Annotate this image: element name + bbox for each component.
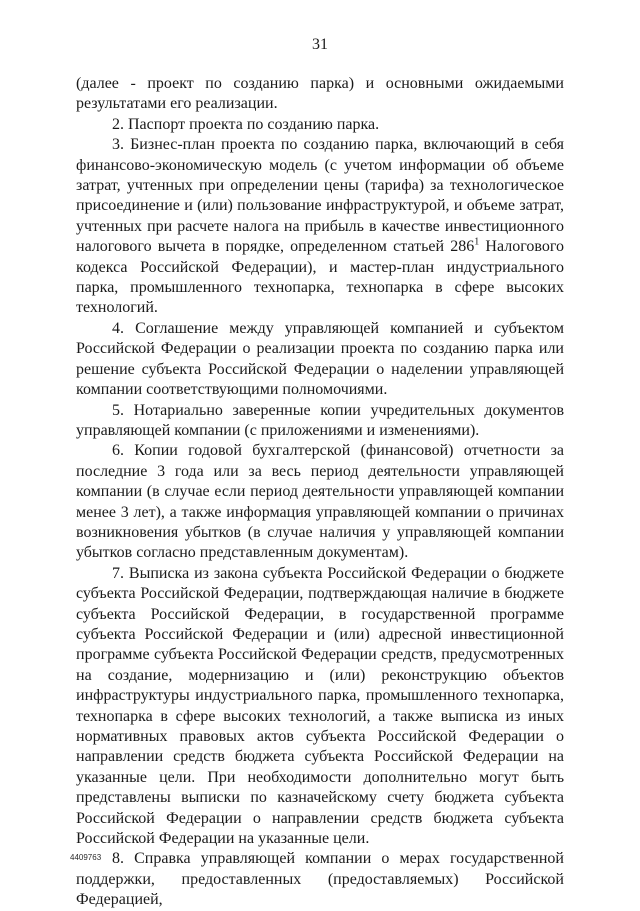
paragraph-item-8: 8. Справка управляющей компании о мерах государственной поддержки, предоставленных (предоставляемых) Российской Федерацией,: [76, 850, 564, 909]
paragraph-item-7: 7. Выписка из закона субъекта Российской Федерации о бюджете субъекта Российской Федерации, подтверждающая наличие в бюджете субъекта Российской Федерации, в государственной программе субъекта Российской Федерации и (или) адресной инвестиционной программе субъекта Российской Федерации средств, предусмотренных на создание, модернизацию и (или) реконструкцию объектов инфраструктуры индустриального парка, промышленного технопарка, технопарка в сфере высоких технологий, а также выписка из иных нормативных правовых актов субъекта Российской Федерации о направлении средств бюджета субъекта Российской Федерации на указанные цели. При необходимости дополнительно могут быть представлены выписки по казначейскому счету бюджета субъекта Российской Федерации о направлении средств бюджета субъекта Российской Федерации на указанные цели.: [76, 564, 564, 848]
paragraph-item-3-text-tail: Налогового кодекса Российской Федерации), и мастер-план индустриального парка, промышленного технопарка, технопарка в сфере высоких технологий.: [76, 238, 564, 317]
document-body: [76, 74, 564, 911]
paragraph-item-2: 2. Паспорт проекта по созданию парка.: [112, 115, 380, 133]
page-number: 31: [312, 36, 328, 53]
paragraph-item-4: 4. Соглашение между управляющей компанией и субъектом Российской Федерации о реализации проекта по созданию парка или решение субъекта Российской Федерации о наделении управляющей компании соответствующими полномочиями.: [76, 319, 564, 399]
paragraph-item-6: 6. Копии годовой бухгалтерской (финансовой) отчетности за последние 3 года или за весь период деятельности управляющей компании (в случае если период деятельности управляющей компании менее 3 лет), а также информация управляющей компании о причинах возникновения убытков (в случае наличия у управляющей компании убытков согласно представленным документам).: [76, 442, 564, 562]
footnote-superscript: 1: [474, 236, 480, 248]
paragraph-item-3: [76, 135, 564, 319]
paragraph-item-5: 5. Нотариально заверенные копии учредительных документов управляющей компании (с приложениями и изменениями).: [76, 401, 564, 439]
document-code: 4409763: [70, 853, 102, 862]
paragraph-item-3-text: 3. Бизнес-план проекта по созданию парка, включающий в себя финансово-экономическую модель (с учетом информации об объеме затрат, учтенных при определении цены (тарифа) за технологическое присоединение и (или) пользование инфраструктурой, и объеме затрат, учтенных при расчете налога на прибыль в качестве инвестиционного налогового вычета в порядке, определенном статьей 286: [76, 136, 564, 256]
paragraph-continuation: (далее - проект по созданию парка) и основными ожидаемыми результатами его реализации.: [76, 75, 564, 113]
